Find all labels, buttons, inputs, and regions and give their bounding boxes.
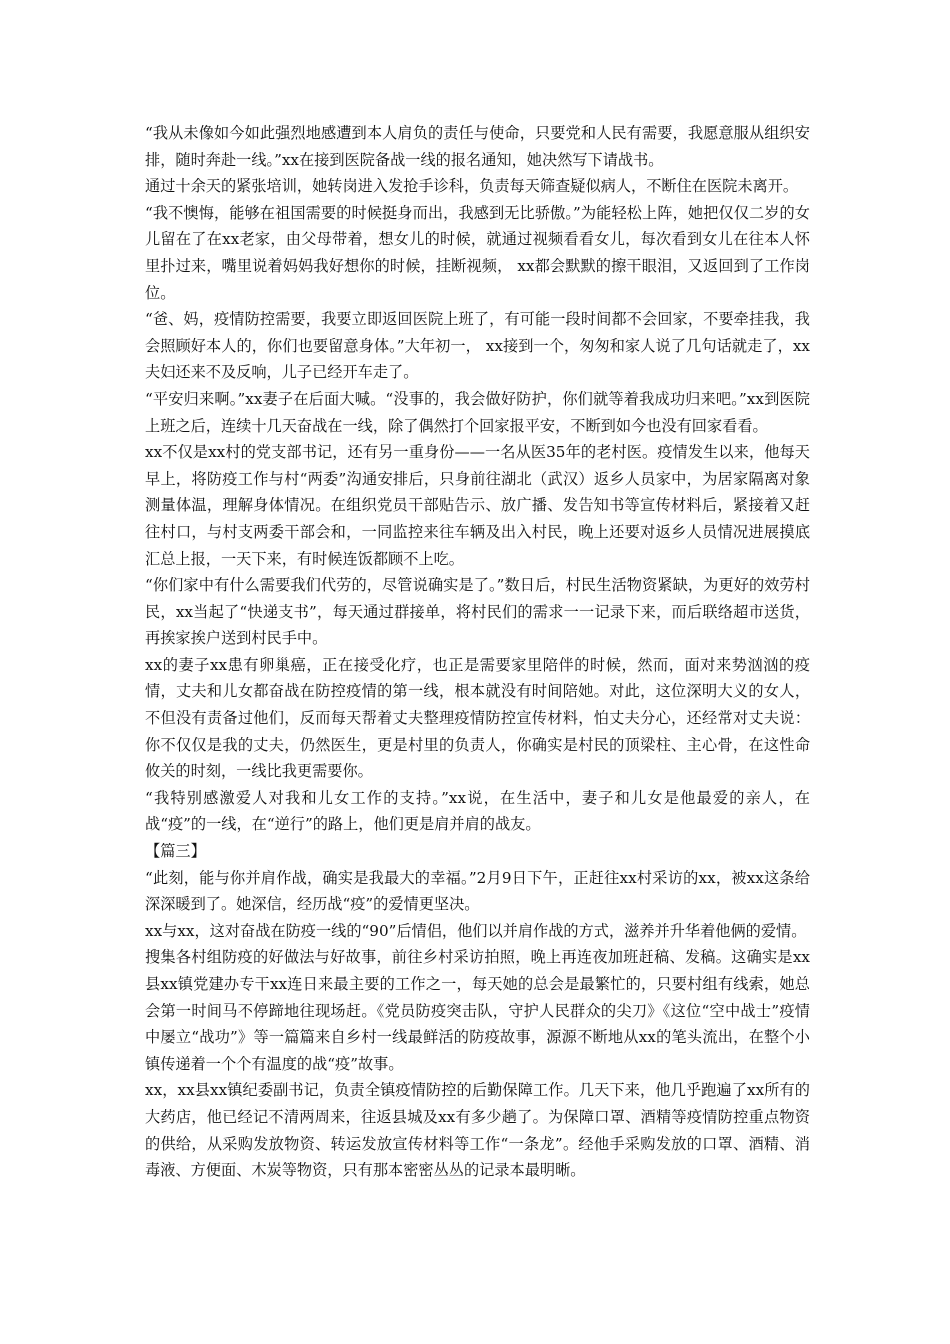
paragraph: xx，xx县xx镇纪委副书记，负责全镇疫情防控的后勤保障工作。几天下来，他几乎跑遍了xx所有的大药店，他已经记不清两周来，往返县城及xx有多少趟了。为保障口罩、酒精等疫情防控重点物资的供给，从采购发放物资、转运发放宣传材料等工作“一条龙”。经他手采购发放的口罩、酒精、消毒液、方便面、木炭等物资，只有那本密密丛丛的记录本最明晰。 (145, 1081, 810, 1180)
paragraph: 搜集各村组防疫的好做法与好故事，前往乡村采访拍照，晚上再连夜加班赶稿、发稿。这确实是xx县xx镇党建办专干xx连日来最主要的工作之一，每天她的总会是最繁忙的，只要村组有线索，她总会第一时间马不停蹄地往现场赶。《党员防疫突击队，守护人民群众的尖刀》《这位“空中战士”疫情中屡立“战功”》等一篇篇来自乡村一线最鲜活的防疫故事，源源不断地从xx的笔头流出，在整个小镇传递着一个个有温度的战“疫”故事。 (145, 948, 810, 1073)
paragraph: xx与xx，这对奋战在防疫一线的“90”后情侣，他们以并肩作战的方式，滋养并升华着他俩的爱情。 (145, 921, 807, 940)
paragraph: “你们家中有什么需要我们代劳的，尽管说确实是了。”数日后，村民生活物资紧缺，为更好的效劳村民，xx当起了“快递支书”，每天通过群接单，将村民们的需求一一记录下来，而后联络超市送货，再挨家挨户送到村民手中。 (145, 576, 810, 648)
section-heading: 【篇三】 (145, 842, 206, 861)
paragraph: “我不懊悔，能够在祖国需要的时候挺身而出，我感到无比骄傲。”为能轻松上阵，她把仅仅二岁的女儿留在了在xx老家，由父母带着，想女儿的时候，就通过视频看看女儿，每次看到女儿在往本人怀里扑过来，嘴里说着妈妈我好想你的时候，挂断视频， xx都会默默的擦干眼泪，又返回到了工作岗位。 (145, 203, 810, 302)
paragraph: “此刻，能与你并肩作战，确实是我最大的幸福。”2月9日下午，正赶往xx村采访的xx，被xx这条给深深暖到了。她深信，经历战“疫”的爱情更坚决。 (145, 868, 810, 914)
paragraph: “我从未像如今如此强烈地感遭到本人肩负的责任与使命，只要党和人民有需要，我愿意服从组织安排，随时奔赴一线。”xx在接到医院备战一线的报名通知，她决然写下请战书。 (145, 124, 810, 169)
document-body (145, 120, 810, 1184)
paragraph: xx不仅是xx村的党支部书记，还有另一重身份——一名从医35年的老村医。疫情发生以来，他每天早上，将防疫工作与村“两委”沟通安排后，只身前往湖北（武汉）返乡人员家中，为居家隔离对象测量体温，理解身体情况。在组织党员干部贴告示、放广播、发告知书等宣传材料后，紧接着又赶往村口，与村支两委干部会和，一同监控来往车辆及出入村民，晚上还要对返乡人员情况进展摸底汇总上报，一天下来，有时候连饭都顾不上吃。 (145, 443, 810, 568)
paragraph: “爸、妈，疫情防控需要，我要立即返回医院上班了，有可能一段时间都不会回家，不要牵挂我，我会照顾好本人的，你们也要留意身体。”大年初一， xx接到一个，匆匆和家人说了几句话就走了，xx夫妇还来不及反响，儿子已经开车走了。 (145, 310, 810, 382)
paragraph: “我特别感激爱人对我和儿女工作的支持。”xx说，在生活中，妻子和儿女是他最爱的亲人，在战“疫”的一线，在“逆行”的路上，他们更是肩并肩的战友。 (145, 788, 810, 834)
paragraph: 通过十余天的紧张培训，她转岗进入发抢手诊科，负责每天筛查疑似病人，不断住在医院未离开。 (145, 177, 799, 196)
paragraph: xx的妻子xx患有卵巢癌，正在接受化疗，也正是需要家里陪伴的时候，然而，面对来势汹汹的疫情，丈夫和儿女都奋战在防控疫情的第一线，根本就没有时间陪她。对此，这位深明大义的女人，不但没有责备过他们，反而每天帮着丈夫整理疫情防控宣传材料，怕丈夫分心，还经常对丈夫说：你不仅仅是我的丈夫，仍然医生，更是村里的负责人，你确实是村民的顶梁柱、主心骨，在这性命攸关的时刻，一线比我更需要你。 (145, 655, 810, 781)
paragraph: “平安归来啊。”xx妻子在后面大喊。“没事的，我会做好防护，你们就等着我成功归来吧。”xx到医院上班之后，连续十几天奋战在一线，除了偶然打个回家报平安，不断到如今也没有回家看看。 (145, 389, 810, 435)
